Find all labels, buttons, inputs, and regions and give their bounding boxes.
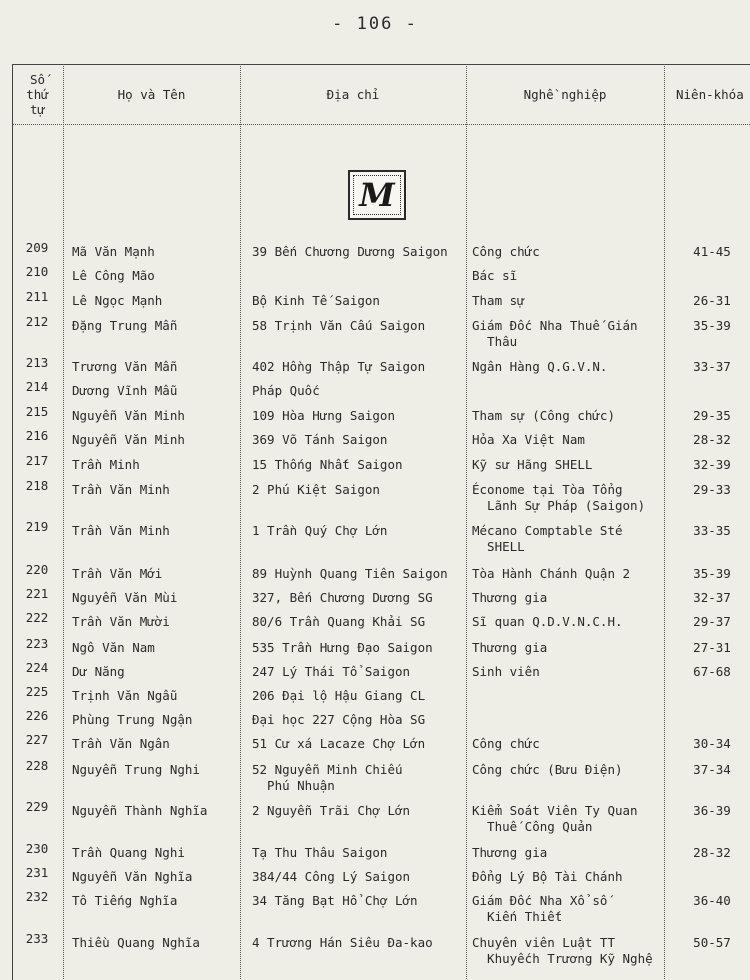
row-name: Trần Văn Mới [72, 566, 163, 581]
row-number: 210 [25, 264, 49, 279]
row-address: 2 Phú Kiệt Saigon [252, 482, 380, 497]
row-address: 4 Trương Hán Siêu Đa-kao [252, 935, 433, 950]
row-address: 384/44 Công Lý Saigon [252, 869, 411, 884]
row-address: 535 Trần Hưng Đạo Saigon [252, 640, 433, 655]
header-divider [12, 124, 750, 125]
row-occupation: Giám Đốc Nha Xổ số Kiến Thiết [472, 893, 608, 924]
row-occupation: Mécano Comptable Sté SHELL [472, 523, 623, 554]
row-address: 206 Đại lộ Hậu Giang CL [252, 688, 426, 703]
row-address: Pháp Quốc [252, 383, 320, 398]
row-year: 29-37 [693, 614, 731, 629]
row-year: 33-37 [693, 359, 731, 374]
row-number: 215 [25, 404, 49, 419]
row-address: 51 Cư xá Lacaze Chợ Lớn [252, 736, 426, 751]
row-number: 211 [25, 289, 49, 304]
row-name: Nguyễn Thành Nghĩa [72, 803, 208, 818]
row-number: 212 [25, 314, 49, 329]
row-number: 220 [25, 562, 49, 577]
row-occupation: Kỹ sư Hãng SHELL [472, 457, 593, 472]
row-year: 33-35 [693, 523, 731, 538]
row-year: 28-32 [693, 432, 731, 447]
row-year: 32-39 [693, 457, 731, 472]
row-occupation: Tham sự [472, 293, 525, 308]
column-divider [664, 64, 665, 979]
row-year: 36-39 [693, 803, 731, 818]
row-year: 50-57 [693, 935, 731, 950]
row-number: 213 [25, 355, 49, 370]
row-name: Trần Văn Minh [72, 482, 170, 497]
header-occupation: Nghề nghiệp [523, 86, 607, 102]
row-occupation: Sinh viên [472, 664, 540, 679]
row-year: 67-68 [693, 664, 731, 679]
row-occupation: Chuyên viên Luật TT Khuyếch Trương Kỹ Nghệ [472, 935, 653, 966]
row-name: Thiều Quang Nghĩa [72, 935, 200, 950]
row-number: 218 [25, 478, 49, 493]
header-address: Địa chỉ [326, 86, 380, 102]
row-year: 29-33 [693, 482, 731, 497]
row-name: Trịnh Văn Ngẫu [72, 688, 178, 703]
row-number: 225 [25, 684, 49, 699]
row-address: Tạ Thu Thâu Saigon [252, 845, 388, 860]
row-occupation: Giám Đốc Nha Thuế Gián Thâu [472, 318, 638, 349]
row-address: 39 Bến Chương Dương Saigon [252, 244, 448, 259]
row-occupation: Kiểm Soát Viên Ty Quan Thuế Công Quản [472, 803, 638, 834]
row-name: Nguyễn Văn Minh [72, 432, 185, 447]
row-name: Trần Minh [72, 457, 140, 472]
row-number: 224 [25, 660, 49, 675]
row-year: 36-40 [693, 893, 731, 908]
row-name: Dư Năng [72, 664, 125, 679]
section-letter-ornament [348, 170, 406, 220]
row-name: Trần Văn Minh [72, 523, 170, 538]
row-name: Trương Văn Mẫn [72, 359, 178, 374]
row-name: Dương Vĩnh Mẫu [72, 383, 178, 398]
row-number: 230 [25, 841, 49, 856]
row-address: 247 Lý Thái Tổ Saigon [252, 664, 411, 679]
row-occupation: Ngân Hàng Q.G.V.N. [472, 359, 608, 374]
column-divider [240, 64, 241, 979]
row-number: 226 [25, 708, 49, 723]
page-number: - 106 - [332, 14, 418, 34]
row-occupation: Đổng Lý Bộ Tài Chánh [472, 869, 623, 884]
row-occupation: Bác sĩ [472, 268, 518, 283]
row-year: 30-34 [693, 736, 731, 751]
row-occupation: Économe tại Tòa Tổng Lãnh Sự Pháp (Saigon) [472, 482, 646, 513]
row-address: Đại học 227 Cộng Hòa SG [252, 712, 426, 727]
row-name: Ngô Văn Nam [72, 640, 155, 655]
row-name: Nguyễn Văn Mùi [72, 590, 178, 605]
row-occupation: Công chức [472, 736, 540, 751]
row-occupation: Sĩ quan Q.D.V.N.C.H. [472, 614, 623, 629]
row-number: 228 [25, 758, 49, 773]
row-number: 231 [25, 865, 49, 880]
row-number: 229 [25, 799, 49, 814]
row-number: 219 [25, 519, 49, 534]
row-name: Tô Tiếng Nghĩa [72, 893, 178, 908]
header-name: Họ và Tên [117, 86, 186, 102]
row-name: Đặng Trung Mẫn [72, 318, 178, 333]
row-occupation: Công chức [472, 244, 540, 259]
row-number: 217 [25, 453, 49, 468]
row-address: 58 Trịnh Văn Cấu Saigon [252, 318, 426, 333]
row-name: Lê Ngọc Mạnh [72, 293, 163, 308]
row-name: Phùng Trung Ngận [72, 712, 193, 727]
column-divider [63, 64, 64, 979]
row-number: 223 [25, 636, 49, 651]
row-address: 52 Nguyễn Minh Chiếu Phú Nhuận [252, 762, 403, 793]
row-address: 369 Võ Tánh Saigon [252, 432, 388, 447]
row-year: 26-31 [693, 293, 731, 308]
row-name: Nguyễn Trung Nghi [72, 762, 200, 777]
row-name: Trần Văn Ngân [72, 736, 170, 751]
row-number: 232 [25, 889, 49, 904]
row-number: 233 [25, 931, 49, 946]
row-year: 28-32 [693, 845, 731, 860]
row-address: 1 Trần Quý Chợ Lớn [252, 523, 388, 538]
column-divider [466, 64, 467, 979]
row-address: Bộ Kinh Tế Saigon [252, 293, 380, 308]
row-address: 34 Tăng Bạt Hổ Chợ Lớn [252, 893, 418, 908]
row-address: 89 Huỳnh Quang Tiên Saigon [252, 566, 448, 581]
row-name: Trần Quang Nghi [72, 845, 185, 860]
row-name: Trần Văn Mười [72, 614, 170, 629]
header-no: Số thứ tự [26, 71, 49, 117]
row-address: 15 Thống Nhất Saigon [252, 457, 403, 472]
row-occupation: Thương gia [472, 590, 548, 605]
row-year: 35-39 [693, 318, 731, 333]
row-occupation: Hỏa Xa Việt Nam [472, 432, 585, 447]
row-name: Mã Văn Mạnh [72, 244, 155, 259]
row-occupation: Thương gia [472, 845, 548, 860]
row-name: Lê Công Mão [72, 268, 155, 283]
row-year: 32-37 [693, 590, 731, 605]
row-year: 41-45 [693, 244, 731, 259]
row-number: 209 [25, 240, 49, 255]
row-year: 27-31 [693, 640, 731, 655]
row-number: 214 [25, 379, 49, 394]
row-number: 221 [25, 586, 49, 601]
row-number: 216 [25, 428, 49, 443]
row-address: 2 Nguyễn Trãi Chợ Lớn [252, 803, 411, 818]
row-number: 222 [25, 610, 49, 625]
row-occupation: Tham sự (Công chức) [472, 408, 615, 423]
row-occupation: Tòa Hành Chánh Quận 2 [472, 566, 631, 581]
header-year: Niên-khóa [676, 86, 744, 102]
row-address: 327, Bến Chương Dương SG [252, 590, 433, 605]
row-year: 35-39 [693, 566, 731, 581]
row-year: 37-34 [693, 762, 731, 777]
row-occupation: Thương gia [472, 640, 548, 655]
row-name: Nguyễn Văn Minh [72, 408, 185, 423]
row-name: Nguyễn Văn Nghĩa [72, 869, 193, 884]
row-address: 109 Hòa Hưng Saigon [252, 408, 395, 423]
row-address: 80/6 Trần Quang Khải SG [252, 614, 426, 629]
row-year: 29-35 [693, 408, 731, 423]
section-letter: M [359, 176, 395, 214]
row-number: 227 [25, 732, 49, 747]
row-address: 402 Hồng Thập Tự Saigon [252, 359, 426, 374]
row-occupation: Công chức (Bưu Điện) [472, 762, 623, 777]
